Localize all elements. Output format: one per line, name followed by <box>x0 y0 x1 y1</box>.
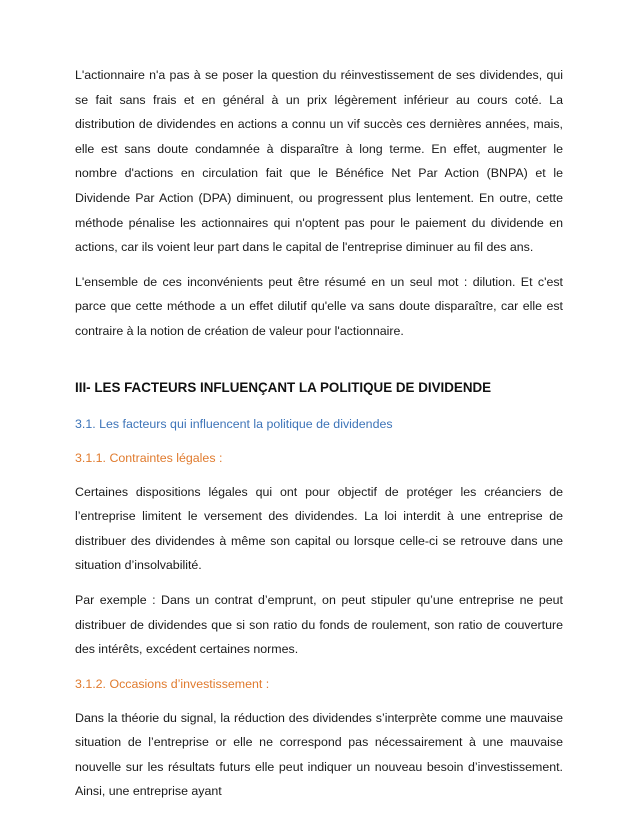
paragraph-dilution: L'ensemble de ces inconvénients peut être résumé en un seul mot : dilution. Et c'est parce que cette méthode a un effet dilutif qu'elle va sans doute disparaître, car elle est contraire à la notion de création de valeur pour l'actionnaire. <box>75 274 563 338</box>
paragraph-reinvestment: L'actionnaire n'a pas à se poser la question du réinvestissement de ses dividendes, qui se fait sans frais et en général à un prix légèrement inférieur au cours coté. La distribution de dividendes en actions a connu un vif succès ces dernières années, mais, elle est sans doute condamnée à disparaître à long terme. En effet, augmenter le nombre d'actions en circulation fait que le Bénéfice Net Par Action (BNPA) et le Dividende Par Action (DPA) diminuent, ou progressent plus lentement. En outre, cette méthode pénalise les actionnaires qui n'optent pas pour le paiement du dividende en actions, car ils voient leur part dans le capital de l'entreprise diminuer au fil des ans. <box>75 68 563 255</box>
section-heading: III- LES FACTEURS INFLUENÇANT LA POLITIQUE DE DIVIDENDE <box>75 379 492 395</box>
paragraph-example: Par exemple : Dans un contrat d’emprunt, on peut stipuler qu’une entreprise ne peut distribuer de dividendes que si son ratio du fonds de roulement, son ratio de couverture des intérêts, excédent certaines normes. <box>75 592 563 657</box>
subsection-heading-3-1-1: 3.1.1. Contraintes légales : <box>75 450 223 465</box>
paragraph-signal-theory: Dans la théorie du signal, la réduction des dividendes s’interprète comme une mauvaise situation de l’entreprise or elle ne correspond pas nécessairement à une mauvaise nouvelle sur les résultats futurs elle peut indiquer un nouveau besoin d’investissement. Ainsi, une entreprise ayant <box>75 710 563 799</box>
subsection-heading-3-1: 3.1. Les facteurs qui influencent la politique de dividendes <box>75 416 393 431</box>
paragraph-legal-constraints: Certaines dispositions légales qui ont pour objectif de protéger les créanciers de l’entreprise limitent le versement des dividendes. La loi interdit à une entreprise de distribuer des dividendes à même son capital ou lorsque celle-ci se retrouve dans une situation d’insolvabilité. <box>75 484 563 573</box>
subsection-heading-3-1-2: 3.1.2. Occasions d’investissement : <box>75 676 270 691</box>
